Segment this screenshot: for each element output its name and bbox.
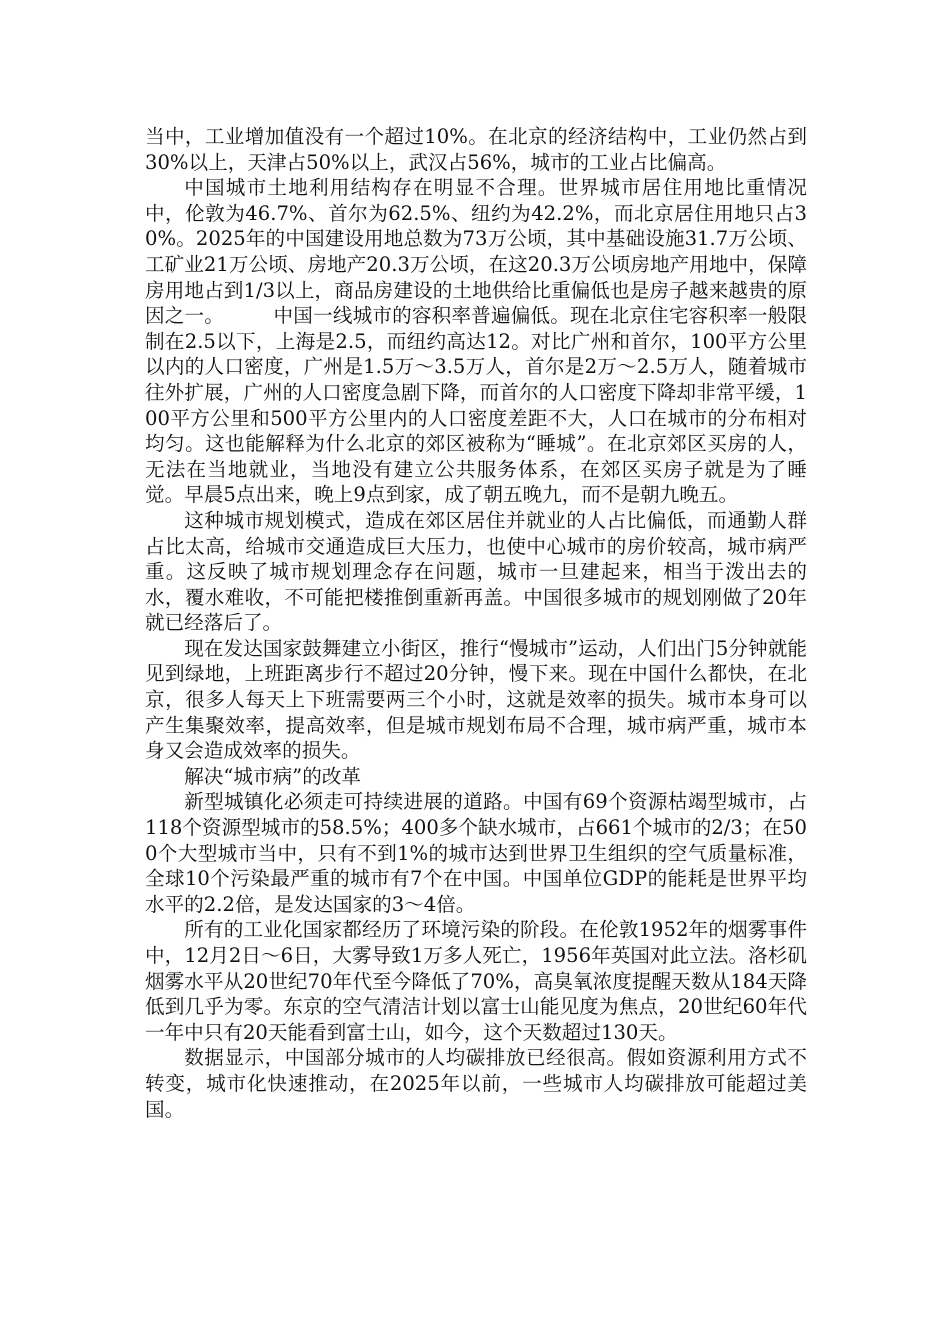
body-text (145, 124, 807, 1122)
paragraph-carbon: 数据显示，中国部分城市的人均碳排放已经很高。假如资源利用方式不转变，城市化快速推动，在2025年以前，一些城市人均碳排放可能超过美国。 (145, 1046, 807, 1121)
paragraph-pollution-history: 所有的工业化国家都经历了环境污染的阶段。在伦敦1952年的烟雾事件中，12月2日～6日，大雾导致1万多人死亡，1956年英国对此立法。洛杉矶烟雾水平从20世纪70年代至今降低了70%，高臭氧浓度提醒天数从184天降低到几乎为零。东京的空气清洁计划以富士山能见度为焦点，20世纪60年代一年中只有20天能看到富士山，如今，这个天数超过130天。 (145, 918, 807, 1044)
paragraph-sustainable: 新型城镇化必须走可持续进展的道路。中国有69个资源枯竭型城市，占118个资源型城市的58.5%；400多个缺水城市，占661个城市的2/3；在500个大型城市当中，只有不到1%的城市达到世界卫生组织的空气质量标准，全球10个污染最严重的城市有7个在中国。中国单位GDP的能耗是世界平均水平的2.2倍，是发达国家的3～4倍。 (145, 790, 807, 916)
paragraph-land-use: 中国城市土地利用结构存在明显不合理。世界城市居住用地比重情况中，伦敦为46.7%、首尔为62.5%、纽约为42.2%，而北京居住用地只占30%。2025年的中国建设用地总数为73万公顷，其中基础设施31.7万公顷、工矿业21万公顷、房地产20.3万公顷，在这20.3万公顷房地产用地中，保障房用地占到1/3以上，商品房建设的土地供给比重偏低也是房子越来越贵的原因之一。 中国一线城市的容积率普遍偏低。现在北京住宅容积率一般限制在2.5以下，上海是2.5，而纽约高达12。对比广州和首尔，100平方公里以内的人口密度，广州是1.5万～3.5万人，首尔是2万～2.5万人，随着城市往外扩展，广州的人口密度急剧下降，而首尔的人口密度下降却非常平缓，100平方公里和500平方公里内的人口密度差距不大，人口在城市的分布相对均匀。这也能解释为什么北京的郊区被称为“睡城”。在北京郊区买房的人，无法在当地就业，当地没有建立公共服务体系，在郊区买房子就是为了睡觉。早晨5点出来，晚上9点到家，成了朝五晚九，而不是朝九晚五。 (145, 176, 807, 507)
paragraph-continuation: 当中，工业增加值没有一个超过10%。在北京的经济结构中，工业仍然占到30%以上，天津占50%以上，武汉占56%，城市的工业占比偏高。 (145, 125, 807, 174)
paragraph-slow-city: 现在发达国家鼓舞建立小街区，推行“慢城市”运动，人们出门5分钟就能见到绿地，上班距离步行不超过20分钟，慢下来。现在中国什么都快，在北京，很多人每天上下班需要两三个小时，这就是效率的损失。城市本身可以产生集聚效率，提高效率，但是城市规划布局不合理，城市病严重，城市本身又会造成效率的损失。 (145, 636, 807, 763)
paragraph-planning-model: 这种城市规划模式，造成在郊区居住并就业的人占比偏低，而通勤人群占比太高，给城市交通造成巨大压力，也使中心城市的房价较高，城市病严重。这反映了城市规划理念存在问题，城市一旦建起来，相当于泼出去的水，覆水难收，不可能把楼推倒重新再盖。中国很多城市的规划刚做了20年就已经落后了。 (145, 508, 807, 635)
section-heading: 解决“城市病”的改革 (184, 764, 361, 788)
